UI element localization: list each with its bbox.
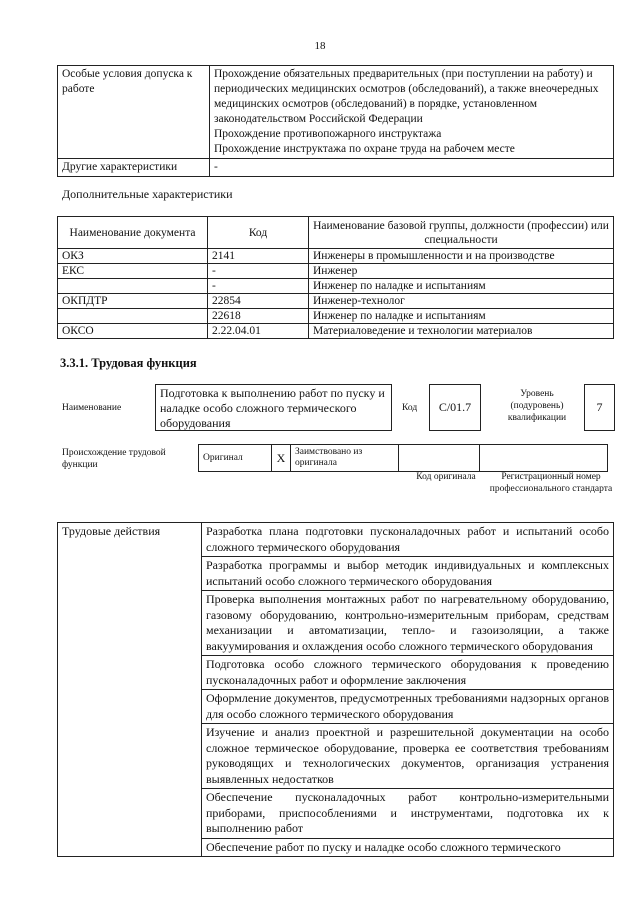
additional-header-row (58, 217, 614, 249)
conditions-row (58, 159, 614, 177)
condition-line: Прохождение обязательных предварительных (при поступлении на работу) и периодических медицинских осмотров (обследований), а также внеочередных медицинских осмотров (обследований) в порядке, установленном законодательством Российской Федерации (214, 68, 599, 125)
table-row (58, 279, 614, 294)
name-cell: Инженер по наладке и испытаниям (309, 279, 614, 294)
conditions-value: - (210, 159, 614, 177)
conditions-label: Другие характеристики (58, 159, 210, 177)
original-code-cell (399, 445, 480, 472)
code-cell: - (208, 264, 309, 279)
additional-table (57, 216, 614, 339)
header-document: Наименование документа (58, 217, 208, 249)
header-code: Код (208, 217, 309, 249)
name-cell: Инженер по наладке и испытаниям (309, 309, 614, 324)
origin-row (199, 445, 608, 472)
code-cell: - (208, 279, 309, 294)
conditions-label: Особые условия допуска к работе (58, 66, 210, 159)
original-label: Оригинал (199, 445, 272, 472)
additional-title: Дополнительные характеристики (62, 187, 233, 201)
action-item: Обеспечение работ по пуску и наладке особо сложного термического (202, 838, 614, 857)
action-item: Проверка выполнения монтажных работ по нагревательному оборудованию, газовому оборудованию, контрольно-измерительным приборам, средствам механизации и автоматизации, тепло- и газоизоляции, а также вакуумирования и охлаждения особо сложного термического оборудования (202, 591, 614, 656)
actions-label: Трудовые действия (58, 523, 202, 857)
doc-cell: ЕКС (58, 264, 208, 279)
page-number: 18 (314, 40, 326, 52)
borrowed-label: Заимствовано из оригинала (291, 445, 399, 472)
origin-label: Происхождение трудовой функции (62, 448, 166, 470)
table-row (58, 324, 614, 339)
name-cell: Инженеры в промышленности и на производстве (309, 249, 614, 264)
code-cell: 22854 (208, 294, 309, 309)
action-item: Разработка плана подготовки пусконаладочных работ и испытаний особо сложного термического оборудования (202, 523, 614, 557)
table-row (58, 309, 614, 324)
table-row (58, 249, 614, 264)
original-mark: X (272, 445, 291, 472)
header-name: Наименование базовой группы, должности (профессии) или специальности (309, 217, 614, 249)
level-value: 7 (584, 384, 615, 431)
code-cell: 2141 (208, 249, 309, 264)
table-row (58, 294, 614, 309)
reg-number-caption: Регистрационный номер профессионального стандарта (489, 472, 613, 494)
action-item: Обеспечение пусконаладочных работ контрольно-измерительными приборами, приспособлениями и инструментами, подготовка их к выполнению работ (202, 789, 614, 839)
level-label: Уровень (подуровень) квалификации (507, 389, 567, 423)
code-cell: 22618 (208, 309, 309, 324)
action-item: Оформление документов, предусмотренных требованиями надзорных органов для особо сложного термического оборудования (202, 690, 614, 724)
original-code-caption: Код оригинала (416, 472, 476, 482)
condition-line: Прохождение инструктажа по охране труда на рабочем месте (214, 143, 515, 155)
doc-cell (58, 279, 208, 294)
condition-line: Прохождение противопожарного инструктажа (214, 128, 442, 140)
function-name: Подготовка к выполнению работ по пуску и наладке особо сложного термического оборудования (155, 384, 392, 431)
function-code: С/01.7 (429, 384, 481, 431)
doc-cell: ОКПДТР (58, 294, 208, 309)
name-cell: Инженер-технолог (309, 294, 614, 309)
doc-cell (58, 309, 208, 324)
action-item: Разработка программы и выбор методик индивидуальных и комплексных испытаний особо сложного термического оборудования (202, 557, 614, 591)
action-item: Изучение и анализ проектной и разрешительной документации на особо сложное термическое оборудование, проверка ее соответствия требованиям руководящих и технологических документов, организация устранения выявленных недостатков (202, 724, 614, 789)
action-row (58, 523, 614, 557)
conditions-row (58, 66, 614, 159)
reg-number-cell (480, 445, 608, 472)
code-cell: 2.22.04.01 (208, 324, 309, 339)
action-item: Подготовка особо сложного термического оборудования к проведению пусконаладочных работ и оформление заключения (202, 656, 614, 690)
conditions-value (210, 66, 614, 159)
table-row (58, 264, 614, 279)
origin-table (198, 444, 608, 472)
section-title: 3.3.1. Трудовая функция (60, 356, 197, 370)
name-cell: Материаловедение и технологии материалов (309, 324, 614, 339)
conditions-table (57, 65, 614, 177)
name-cell: Инженер (309, 264, 614, 279)
doc-cell: ОКСО (58, 324, 208, 339)
doc-cell: ОКЗ (58, 249, 208, 264)
name-label: Наименование (62, 403, 122, 413)
actions-table (57, 522, 614, 857)
code-label: Код (402, 403, 418, 413)
